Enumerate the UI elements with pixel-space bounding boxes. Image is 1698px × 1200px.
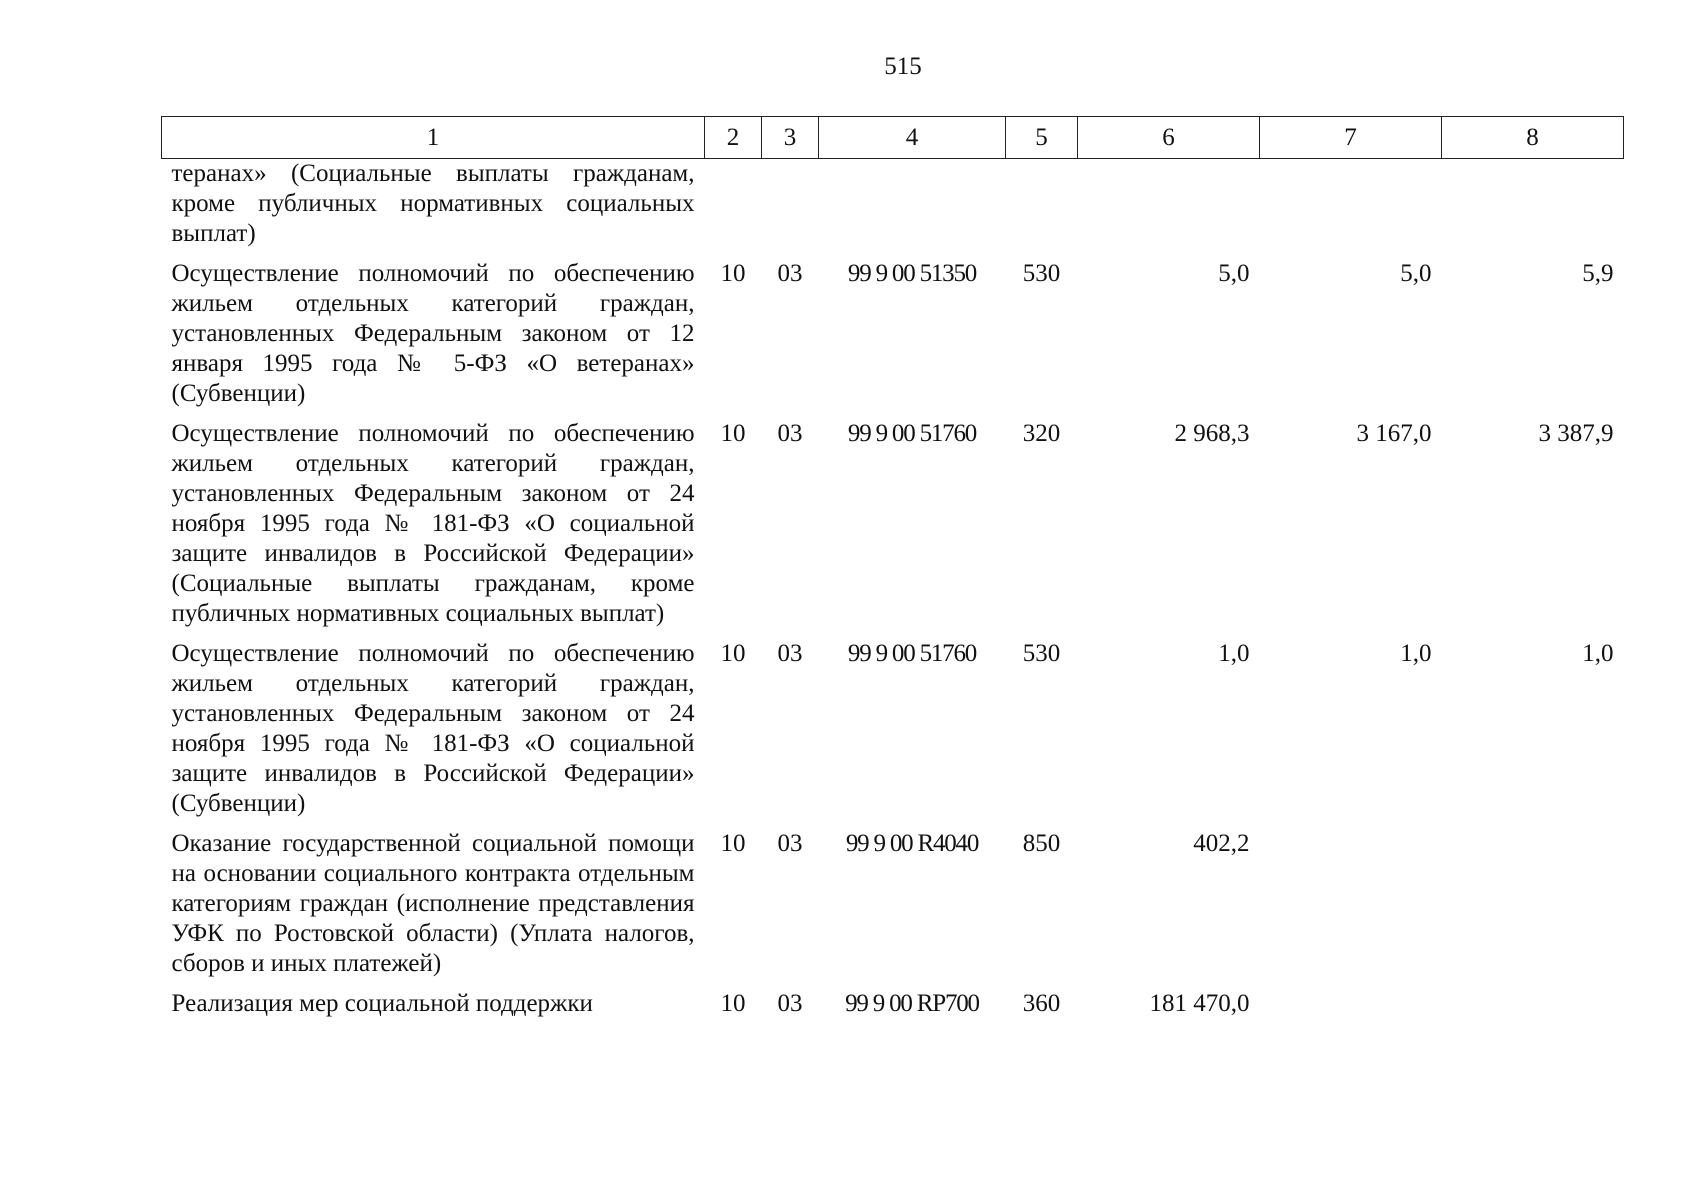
row-amount-year2: 3 167,0 <box>1356 420 1432 447</box>
row-amount-year2 <box>1260 989 1442 1029</box>
row-amount-year3: 5,9 <box>1582 260 1614 287</box>
row-name: Оказание государственной социальной помощи на основании социального контракта отдельным категориям граждан (исполнение представления УФК по Ростовской области) (Уплата налогов, сборов и иных платежей) <box>171 830 695 977</box>
row-target-article: 99 9 00 51760 <box>847 640 977 667</box>
row-amount-year3: 3 387,9 <box>1538 420 1614 447</box>
table-header <box>162 117 1624 159</box>
table-body <box>162 159 1624 1030</box>
row-amount-year2 <box>1260 159 1442 260</box>
row-expense-type: 530 <box>1022 640 1061 667</box>
header-col-4: 4 <box>819 117 1006 159</box>
row-section: 10 <box>720 260 746 287</box>
row-section <box>705 159 762 260</box>
row-subsection: 03 <box>777 260 803 287</box>
row-name: Осуществление полномочий по обеспечению жильем отдельных категорий граждан, установленных Федеральным законом от 12 января 1995 года № 5-ФЗ «О ветеранах» (Субвенции) <box>171 260 695 407</box>
header-col-1: 1 <box>162 117 705 159</box>
row-amount-year1: 2 968,3 <box>1174 420 1250 447</box>
row-amount-year2 <box>1260 829 1442 989</box>
row-amount-year2: 1,0 <box>1400 640 1432 667</box>
row-amount-year3 <box>1442 159 1624 260</box>
row-expense-type: 320 <box>1022 420 1061 447</box>
header-col-2: 2 <box>705 117 762 159</box>
page-number: 515 <box>884 53 922 80</box>
row-name: Осуществление полномочий по обеспечению жильем отдельных категорий граждан, установленных Федеральным законом от 24 ноября 1995 года № 181-ФЗ «О социальной защите инвалидов в Российской Федерации» (Социальные выплаты гражданам, кроме публичных нормативных социальных выплат) <box>171 420 695 627</box>
row-target-article: 99 9 00 R4040 <box>845 830 979 857</box>
row-target-article: 99 9 00 RP700 <box>845 990 979 1017</box>
row-amount-year1: 402,2 <box>1193 830 1250 857</box>
row-amount-year3 <box>1442 989 1624 1029</box>
row-expense-type: 360 <box>1022 990 1061 1017</box>
row-target-article <box>819 159 1006 260</box>
row-expense-type: 850 <box>1022 830 1061 857</box>
table-row <box>162 159 1624 260</box>
row-amount-year3 <box>1442 829 1624 989</box>
row-section: 10 <box>720 990 746 1017</box>
header-col-6: 6 <box>1078 117 1260 159</box>
table-row <box>162 829 1624 989</box>
row-section: 10 <box>720 420 746 447</box>
table-row <box>162 259 1624 419</box>
header-col-7: 7 <box>1260 117 1442 159</box>
budget-table <box>161 116 1624 1029</box>
header-col-8: 8 <box>1442 117 1624 159</box>
row-name: теранах» (Социальные выплаты гражданам, кроме публичных нормативных социальных выплат) <box>171 160 695 247</box>
row-subsection: 03 <box>777 420 803 447</box>
row-subsection: 03 <box>777 990 803 1017</box>
row-subsection: 03 <box>777 640 803 667</box>
header-row <box>162 117 1624 159</box>
table-row <box>162 989 1624 1029</box>
row-subsection: 03 <box>777 830 803 857</box>
table-row <box>162 639 1624 829</box>
header-col-3: 3 <box>762 117 819 159</box>
row-target-article: 99 9 00 51350 <box>847 260 977 287</box>
row-amount-year1 <box>1078 159 1260 260</box>
row-amount-year2: 5,0 <box>1400 260 1432 287</box>
row-name: Реализация мер социальной поддержки <box>171 990 593 1017</box>
row-expense-type <box>1006 159 1078 260</box>
row-amount-year1: 1,0 <box>1218 640 1250 667</box>
row-target-article: 99 9 00 51760 <box>847 420 977 447</box>
row-amount-year1: 5,0 <box>1218 260 1250 287</box>
row-subsection <box>762 159 819 260</box>
row-amount-year3: 1,0 <box>1582 640 1614 667</box>
row-section: 10 <box>720 640 746 667</box>
row-section: 10 <box>720 830 746 857</box>
header-col-5: 5 <box>1006 117 1078 159</box>
row-amount-year1: 181 470,0 <box>1149 990 1250 1017</box>
row-name: Осуществление полномочий по обеспечению жильем отдельных категорий граждан, установленных Федеральным законом от 24 ноября 1995 года № 181-ФЗ «О социальной защите инвалидов в Российской Федерации» (Субвенции) <box>171 640 695 817</box>
table-row <box>162 419 1624 639</box>
row-expense-type: 530 <box>1022 260 1061 287</box>
